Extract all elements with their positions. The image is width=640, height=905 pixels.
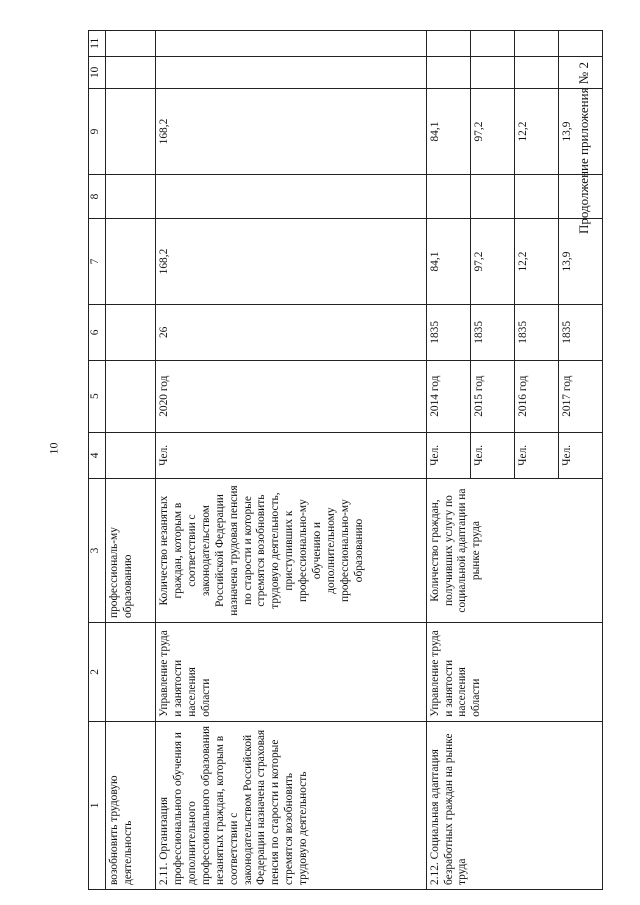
cell-measure: 2.11. Организация профессионального обучения и дополнительного профессионального образования незанятых граждан, которым в соответствии с законодательством Российской Федерации назначена страховая пенсия по старости и которые стремятся возобновить трудовую деятельность <box>156 721 427 889</box>
cell-c9: 168,2 <box>156 89 427 175</box>
cell-indicator: Количество граждан, получивших услугу по социальной адаптации на рынке труда <box>426 479 602 623</box>
cell-unit: Чел. <box>156 432 427 478</box>
cell-c10 <box>514 56 558 89</box>
cell-c8 <box>426 174 470 218</box>
col-num-7: 7 <box>89 219 106 305</box>
cell-value: 1835 <box>558 304 602 360</box>
col-num-2: 2 <box>89 623 106 722</box>
appendix-table <box>88 30 603 890</box>
col-num-8: 8 <box>89 174 106 218</box>
column-number-row <box>89 31 106 890</box>
col-num-3: 3 <box>89 479 106 623</box>
cell-value: 1835 <box>470 304 514 360</box>
cell-total: 84,1 <box>426 219 470 305</box>
cell <box>106 304 156 360</box>
cell-total: 97,2 <box>470 219 514 305</box>
cell-c11 <box>514 31 558 57</box>
cell-c10 <box>470 56 514 89</box>
cell <box>106 89 156 175</box>
col-num-1: 1 <box>89 721 106 889</box>
col-num-9: 9 <box>89 89 106 175</box>
cell-year: 2016 год <box>514 360 558 432</box>
cell <box>106 360 156 432</box>
cell <box>106 174 156 218</box>
page-number: 10 <box>46 442 61 455</box>
cell-measure: 2.12. Социальная адаптация безработных граждан на рынке труда <box>426 721 602 889</box>
continuation-label: Продолжение приложения № 2 <box>575 62 591 234</box>
cell <box>106 219 156 305</box>
cell-c10 <box>156 56 427 89</box>
cell: профессиональ-му образованию <box>106 479 156 623</box>
cell-c10 <box>558 56 602 89</box>
cell-c11 <box>426 31 470 57</box>
cell-unit: Чел. <box>558 432 602 478</box>
cell-value: 1835 <box>514 304 558 360</box>
cell-c8 <box>156 174 427 218</box>
cell-total: 168,2 <box>156 219 427 305</box>
cell <box>106 31 156 57</box>
col-num-11: 11 <box>89 31 106 57</box>
table-row-continued <box>106 31 156 890</box>
cell-c9: 12,2 <box>514 89 558 175</box>
cell-c11 <box>470 31 514 57</box>
cell <box>106 432 156 478</box>
cell-year: 2017 год <box>558 360 602 432</box>
cell: возобновить трудовую деятельность <box>106 721 156 889</box>
cell-c11 <box>156 31 427 57</box>
cell-total: 12,2 <box>514 219 558 305</box>
cell-total: 13,9 <box>558 219 602 305</box>
cell-executor: Управление труда и занятости населения области <box>426 623 602 722</box>
cell-year: 2014 год <box>426 360 470 432</box>
table-row-2-11 <box>156 31 427 890</box>
cell-year: 2015 год <box>470 360 514 432</box>
cell-c8 <box>514 174 558 218</box>
cell-c9: 97,2 <box>470 89 514 175</box>
cell <box>106 56 156 89</box>
cell-unit: Чел. <box>514 432 558 478</box>
col-num-4: 4 <box>89 432 106 478</box>
col-num-6: 6 <box>89 304 106 360</box>
col-num-5: 5 <box>89 360 106 432</box>
cell-executor: Управление труда и занятости населения области <box>156 623 427 722</box>
cell-c8 <box>470 174 514 218</box>
cell-year: 2020 год <box>156 360 427 432</box>
cell-unit: Чел. <box>470 432 514 478</box>
cell-indicator: Количество незанятых граждан, которым в соответствии с законодательством Российской Федерации назначена трудовая пенсия по старости и которые стремятся возобновить трудовую деятельность, приступивших к профессионально-му обучению и дополнительному профессионально-му образованию <box>156 479 427 623</box>
cell <box>106 623 156 722</box>
cell-value: 26 <box>156 304 427 360</box>
cell-c9: 13,9 <box>558 89 602 175</box>
rotated-table-wrapper <box>88 30 603 890</box>
cell-c8 <box>558 174 602 218</box>
cell-c11 <box>558 31 602 57</box>
table-row-2-12-y2014 <box>426 31 470 890</box>
cell-unit: Чел. <box>426 432 470 478</box>
cell-value: 1835 <box>426 304 470 360</box>
col-num-10: 10 <box>89 56 106 89</box>
cell-c9: 84,1 <box>426 89 470 175</box>
cell-c10 <box>426 56 470 89</box>
